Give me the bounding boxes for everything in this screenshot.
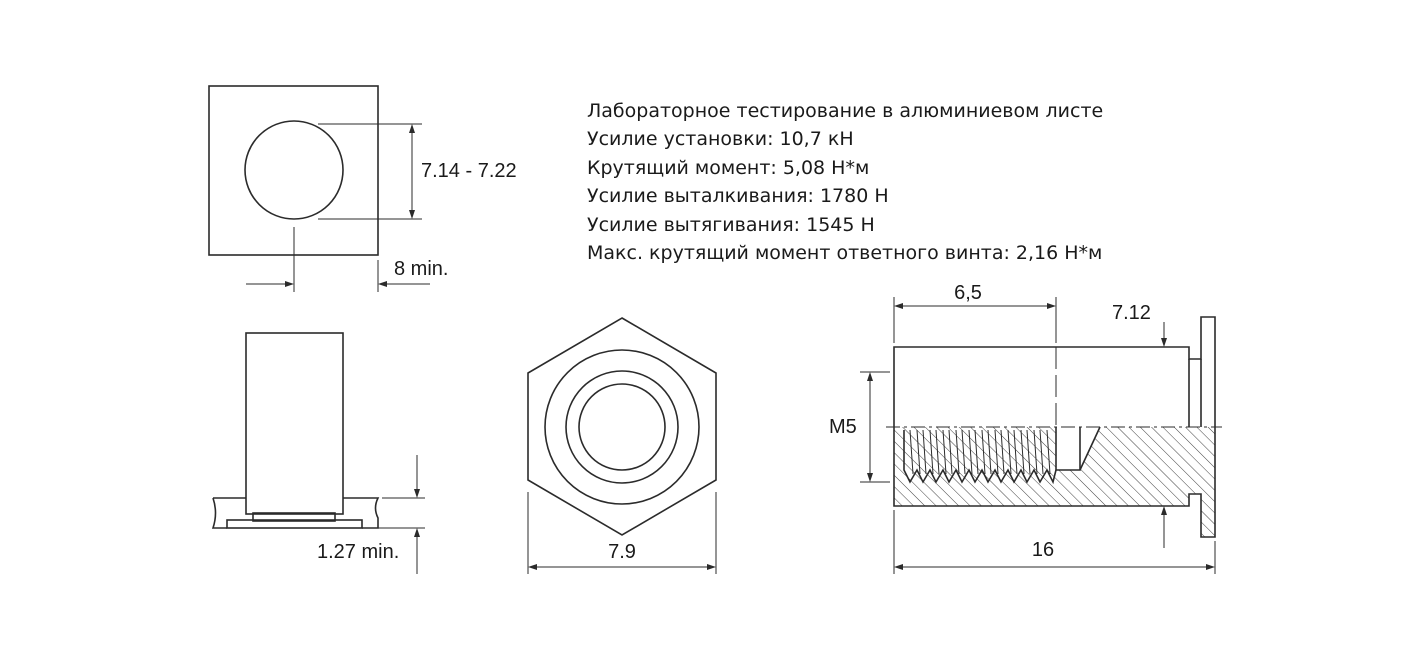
hex-middle-circle: [566, 371, 678, 483]
section-view: [829, 282, 1222, 574]
spec-line-install-force: Усилие установки: 10,7 кН: [587, 128, 854, 151]
thread-size-label: M5: [829, 416, 857, 438]
spec-line-pullout-force: Усилие вытягивания: 1545 Н: [587, 213, 875, 236]
hole-diameter-label: 7.14 - 7.22: [421, 160, 517, 182]
hex-bore-circle: [579, 384, 665, 470]
hex-width-label: 7.9: [608, 541, 636, 563]
sheet-thickness-label: 1.27 min.: [317, 541, 400, 563]
edge-distance-label: 8 min.: [394, 258, 449, 280]
spec-line-title: Лабораторное тестирование в алюминиевом листе: [587, 100, 1104, 122]
hex-end-view: [528, 318, 716, 574]
mounting-hole: [245, 121, 343, 219]
spec-line-torque: Крутящий момент: 5,08 Н*м: [587, 156, 870, 179]
thread-length-label: 6,5: [954, 282, 982, 304]
hex-outer-circle: [545, 350, 699, 504]
panel-hole-view: [209, 86, 517, 292]
body-diameter-label: 7.12: [1112, 302, 1151, 324]
spec-line-pushout-force: Усилие выталкивания: 1780 Н: [587, 185, 889, 208]
spec-line-max-screw-torque: Макс. крутящий момент ответного винта: 2,16 Н*м: [587, 242, 1103, 265]
installed-side-view: [213, 333, 425, 574]
standoff-body: [246, 333, 343, 514]
section-hatch: [894, 427, 1215, 537]
total-length-label: 16: [1031, 539, 1055, 561]
